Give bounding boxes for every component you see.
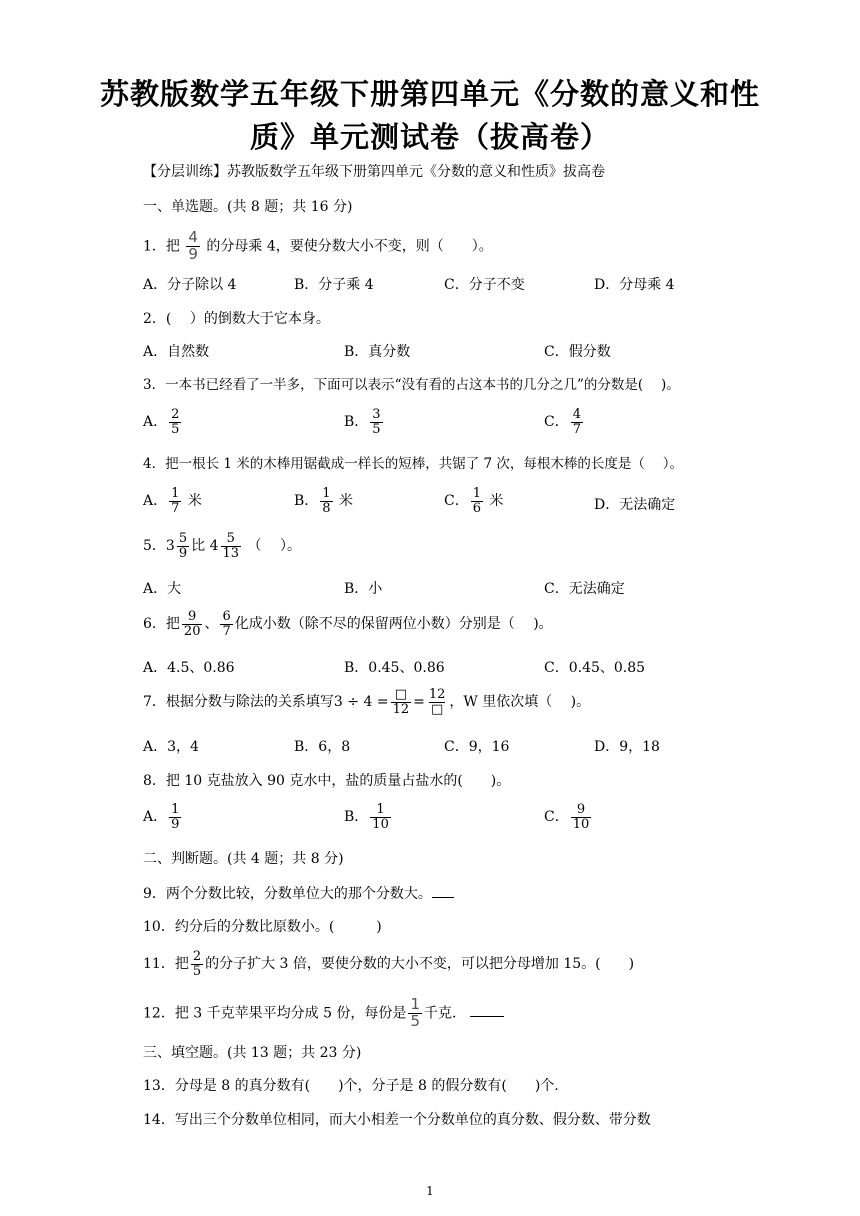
fraction: $\frac{5}{9}$ [178, 531, 188, 561]
q1-option-d: D．分母乘 4 [594, 277, 675, 293]
fraction: $\frac{6}{7}$ [222, 609, 231, 639]
section-heading-1: 一、单选题。(共 8 题；共 16 分) [143, 199, 353, 215]
question-3: 3．一本书已经看了一半多，下面可以表示“没有看的占这本书的几分之几”的分数是( )。 [143, 377, 680, 393]
fraction: $\frac{1}{6}$ [472, 486, 481, 516]
question-9: 9．两个分数比较，分数单位大的那个分数大。 [143, 887, 454, 901]
question-7: 7．根据分数与除法的关系填写3 ÷ 4 = $\frac{□}{12}$ = $\frac{12}{□}$ ，W 里依次填（ )。 [143, 687, 591, 717]
question-5: 5．3 $\frac{5}{9}$ 比 4 $\frac{5}{13}$ （ ）。 [143, 531, 301, 561]
fraction: $\frac{1}{7}$ [171, 486, 180, 516]
q5-option-b: B．小 [344, 581, 383, 597]
q1-option-a: A．分子除以 4 [143, 277, 237, 293]
fraction: $\frac{3}{5}$ [372, 407, 381, 437]
fraction: $\frac{1}{9}$ [171, 802, 180, 832]
q6-option-a: A．4.5、0.86 [143, 660, 235, 676]
q4-option-d: D．无法确定 [594, 497, 676, 513]
fraction: $\frac{1}{5}$ [410, 995, 420, 1030]
q7-option-b: B．6，8 [294, 739, 351, 755]
page-title-line2: 质》单元测试卷（拔高卷） [249, 120, 610, 154]
q8-option-b: B． $\frac{1}{10}$ [344, 802, 389, 832]
question-13: 13．分母是 8 的真分数有( )个，分子是 8 的假分数有( )个. [143, 1078, 559, 1094]
fraction: $\frac{12}{□}$ [428, 687, 446, 717]
fraction: $\frac{□}{12}$ [392, 687, 410, 717]
q5-option-c: C．无法确定 [544, 581, 625, 597]
fraction: $\frac{1}{10}$ [372, 802, 389, 832]
fraction: $\frac{4}{9}$ [188, 228, 198, 263]
q1-prefix: 1．把 [143, 238, 180, 255]
q4-option-b: B． $\frac{1}{8}$ 米 [294, 486, 354, 516]
q7-option-d: D．9，18 [594, 739, 660, 755]
page-title-line1: 苏教版数学五年级下册第四单元《分数的意义和性 [99, 77, 760, 111]
question-14: 14．写出三个分数单位相同，而大小相差一个分数单位的真分数、假分数、带分数 [143, 1112, 651, 1128]
fraction: $\frac{5}{13}$ [222, 531, 240, 561]
page-number: 1 [426, 1184, 434, 1198]
q1-suffix: 的分母乘 4，要使分数大小不变，则（ ）。 [206, 238, 493, 255]
fraction: $\frac{1}{8}$ [322, 486, 331, 516]
question-6: 6．把 $\frac{9}{20}$ 、 $\frac{6}{7}$ 化成小数（除不尽的保留两位小数）分别是（ )。 [143, 609, 553, 639]
question-11: 11．把 $\frac{2}{5}$ 的分子扩大 3 倍，要使分数的大小不变，可以把分母增加 15。( ) [143, 949, 635, 979]
q4-option-a: A． $\frac{1}{7}$ 米 [143, 486, 202, 516]
q3-option-c: C． $\frac{4}{7}$ [544, 407, 581, 437]
q3-option-a: A． $\frac{2}{5}$ [143, 407, 180, 437]
q8-option-a: A． $\frac{1}{9}$ [143, 802, 180, 832]
q6-option-c: C．0.45、0.85 [544, 660, 646, 676]
fraction: $\frac{2}{5}$ [171, 407, 180, 437]
q7-option-c: C．9，16 [444, 739, 510, 755]
question-4: 4．把一根长 1 米的木棒用锯截成一样长的短棒，共锯了 7 次，每根木棒的长度是（ ）。 [143, 456, 683, 472]
fraction: $\frac{4}{7}$ [572, 407, 581, 437]
fraction: $\frac{2}{5}$ [192, 949, 202, 979]
fraction: $\frac{9}{10}$ [572, 802, 590, 832]
q8-option-c: C． $\frac{9}{10}$ [544, 802, 590, 832]
q5-option-a: A．大 [143, 581, 182, 597]
q6-option-b: B．0.45、0.86 [344, 660, 445, 676]
subtitle: 【分层训练】苏教版数学五年级下册第四单元《分数的意义和性质》拔高卷 [143, 164, 605, 180]
q1-option-b: B．分子乘 4 [294, 277, 374, 293]
section-heading-3: 三、填空题。(共 13 题；共 23 分) [143, 1045, 362, 1061]
question-10: 10．约分后的分数比原数小。( ) [143, 919, 382, 935]
question-12: 12．把 3 千克苹果平均分成 5 份，每份是 $\frac{1}{5}$ 千克． [143, 997, 504, 1030]
q2-option-b: B．真分数 [344, 344, 411, 360]
q4-option-c: C． $\frac{1}{6}$ 米 [444, 486, 504, 516]
q3-option-b: B． $\frac{3}{5}$ [344, 407, 381, 437]
question-2: 2．( ）的倒数大于它本身。 [143, 311, 330, 327]
question-8: 8．把 10 克盐放入 90 克水中，盐的质量占盐水的( )。 [143, 773, 511, 789]
fraction: $\frac{9}{20}$ [183, 609, 201, 639]
q1-option-c: C．分子不变 [444, 277, 525, 293]
q2-option-c: C．假分数 [544, 344, 611, 360]
q7-option-a: A．3，4 [143, 739, 199, 755]
section-heading-2: 二、判断题。(共 4 题；共 8 分) [143, 851, 344, 867]
question-1 [143, 230, 493, 263]
answer-blank[interactable] [432, 896, 454, 898]
answer-blank[interactable] [470, 1015, 504, 1017]
q2-option-a: A．自然数 [143, 344, 210, 360]
